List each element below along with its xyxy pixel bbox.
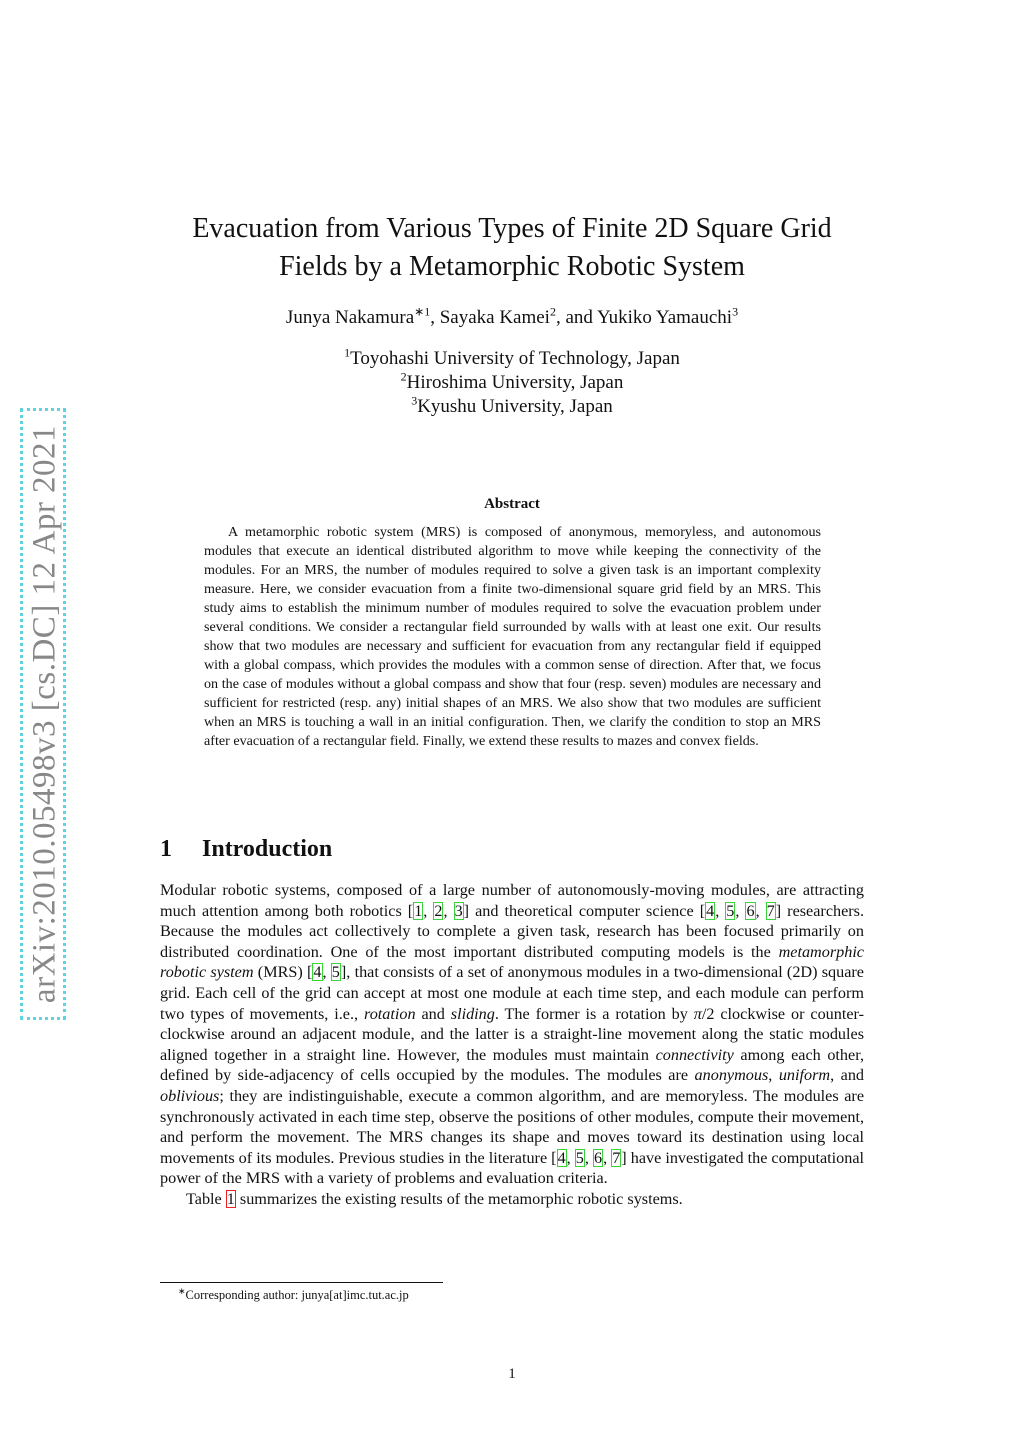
emphasis-term: oblivious (160, 1086, 220, 1105)
text-run: ] have investigated the computational power of the MRS with a variety of problems and evaluation criteria. (160, 1148, 865, 1188)
arxiv-identifier[interactable]: arXiv:2010.05498v3 [cs.DC] 12 Apr 2021 (26, 424, 63, 1004)
footnote (178, 1285, 409, 1303)
author-name: Junya Nakamura (285, 307, 415, 328)
citation-link[interactable]: 7 (766, 901, 775, 920)
citation-link[interactable]: 4 (706, 901, 715, 920)
citation-link[interactable]: 7 (612, 1148, 621, 1167)
citation-link[interactable]: 1 (414, 901, 423, 920)
citation-link[interactable]: 5 (575, 1148, 584, 1167)
text-run: , (584, 1148, 593, 1167)
author-mark: ∗1 (414, 304, 431, 319)
emphasis-term: π (693, 1004, 702, 1023)
author-separator: , (430, 307, 440, 328)
affiliation (160, 371, 864, 395)
emphasis-term: anonymous (694, 1066, 769, 1085)
title-line-1: Evacuation from Various Types of Finite 2D Square Grid (192, 213, 832, 244)
citation-link[interactable]: 4 (557, 1148, 566, 1167)
abstract-body: A metamorphic robotic system (MRS) is composed of anonymous, memoryless, and autonomous modules that execute an identical distributed algorithm to move while keeping the connectivity of the modules. For an MRS, the number of modules required to solve a given task is an important complexity measure. Here, we consider evacuation from a finite two-dimensional square grid field by an MRS. This study aims to establish the minimum number of modules required to solve the evacuation problem under several conditions. We consider a rectangular field surrounded by walls with at least one exit. Our results show that two modules are necessary and sufficient for evacuation from any rectangular field if equipped with a global compass, which provides the modules with a common sense of direction. After that, we focus on the case of modules without a global compass and show that four (resp. seven) modules are necessary and sufficient for restricted (resp. any) initial shapes of an MRS. We also show that two modules are sufficient when an MRS is touching a wall in an initial configuration. Then, we clarify the condition to stop an MRS after evacuation of a rectangular field. Finally, we extend these results to mazes and convex fields. (204, 524, 821, 749)
author-mark: 3 (732, 304, 739, 319)
text-run: , (603, 1148, 612, 1167)
emphasis-term: metamorphic robotic system (160, 942, 864, 982)
emphasis-term: connectivity (655, 1045, 734, 1064)
text-run: , (755, 901, 766, 920)
text-run: summarizes the existing results of the metamorphic robotic systems. (235, 1189, 683, 1208)
text-run: ] researchers. Because the modules act collectively to complete a given task, research has been focused primarily on distributed coordination. One of the most important distributed computing models is the (160, 901, 865, 961)
table-reference-link[interactable]: 1 (226, 1189, 235, 1208)
text-run: and (415, 1004, 451, 1023)
citation-link[interactable]: 5 (726, 901, 735, 920)
text-run: ; they are indistinguishable, execute a common algorithm, and are memoryless. The modules are synchronously activated in each time step, observe the positions of other modules, compute their movement, and perform the movement. The MRS changes its shape and moves toward its destination using local movements of its modules. Previous studies in the literature [ (160, 1086, 864, 1167)
affiliation-number: 3 (411, 393, 418, 408)
introduction-body (160, 880, 864, 1210)
text-run: Table (186, 1189, 226, 1208)
affiliation (160, 347, 864, 371)
text-run: Modular robotic systems, composed of a large number of autonomously-moving modules, are attracting much attention among both robotics [ (160, 881, 864, 920)
text-run: (MRS) [ (253, 963, 313, 982)
author-mark: 2 (549, 304, 556, 319)
text-run: , (768, 1066, 779, 1085)
affiliation (160, 395, 864, 419)
section-number: 1 (160, 836, 172, 862)
affiliation-name: Toyohashi University of Technology, Japan (350, 348, 680, 369)
affiliation-list (160, 347, 864, 419)
citation-link[interactable]: 6 (746, 901, 755, 920)
affiliation-number: 2 (400, 369, 407, 384)
footnote-mark: ∗ (178, 1285, 186, 1296)
author-name: Yukiko Yamauchi (596, 307, 733, 328)
author-name: Sayaka Kamei (439, 307, 550, 328)
title-line-2: Fields by a Metamorphic Robotic System (279, 251, 745, 282)
text-run: , (322, 963, 331, 982)
emphasis-term: uniform (778, 1066, 831, 1085)
affiliation-number: 1 (344, 345, 351, 360)
page-number: 1 (508, 1366, 516, 1382)
section-heading (160, 836, 332, 863)
text-run: , and (830, 1066, 865, 1085)
citation-link[interactable]: 3 (454, 901, 463, 920)
citation-link[interactable]: 4 (313, 963, 322, 982)
text-run: , (715, 901, 726, 920)
text-run: among each other, defined by side-adjacency of cells occupied by the modules. The modules are (160, 1045, 864, 1085)
paper-title (160, 210, 864, 286)
text-run: ], that consists of a set of anonymous modules in a two-dimensional (2D) square grid. Each cell of the grid can accept at most one module at each time step, and each module can perform two types of movements, i.e., (160, 963, 864, 1023)
affiliation-name: Kyushu University, Japan (417, 396, 613, 417)
section-title: Introduction (202, 836, 333, 862)
emphasis-term: sliding (450, 1004, 495, 1023)
author-list (160, 304, 864, 329)
paragraph (160, 880, 864, 1189)
text-run: , (423, 901, 434, 920)
author-separator: , and (555, 307, 597, 328)
abstract-heading: Abstract (484, 496, 540, 512)
text-run: , (735, 901, 746, 920)
text-run: /2 clockwise or counter-clockwise around an adjacent module, and the latter is a straight-line movement along the static modules aligned together in a straight line. However, the modules must maintain (160, 1004, 865, 1064)
text-run: , (566, 1148, 575, 1167)
citation-link[interactable]: 5 (331, 963, 340, 982)
text-run: . The former is a rotation by (494, 1004, 694, 1023)
affiliation-name: Hiroshima University, Japan (406, 372, 624, 393)
footnote-text: Corresponding author: junya[at]imc.tut.ac.jp (185, 1288, 409, 1302)
text-run: ] and theoretical computer science [ (463, 901, 706, 920)
citation-link[interactable]: 2 (434, 901, 443, 920)
citation-link[interactable]: 6 (593, 1148, 603, 1167)
emphasis-term: rotation (364, 1004, 416, 1023)
footnote-rule (160, 1282, 443, 1283)
text-run: , (443, 901, 454, 920)
paragraph (160, 1189, 864, 1210)
